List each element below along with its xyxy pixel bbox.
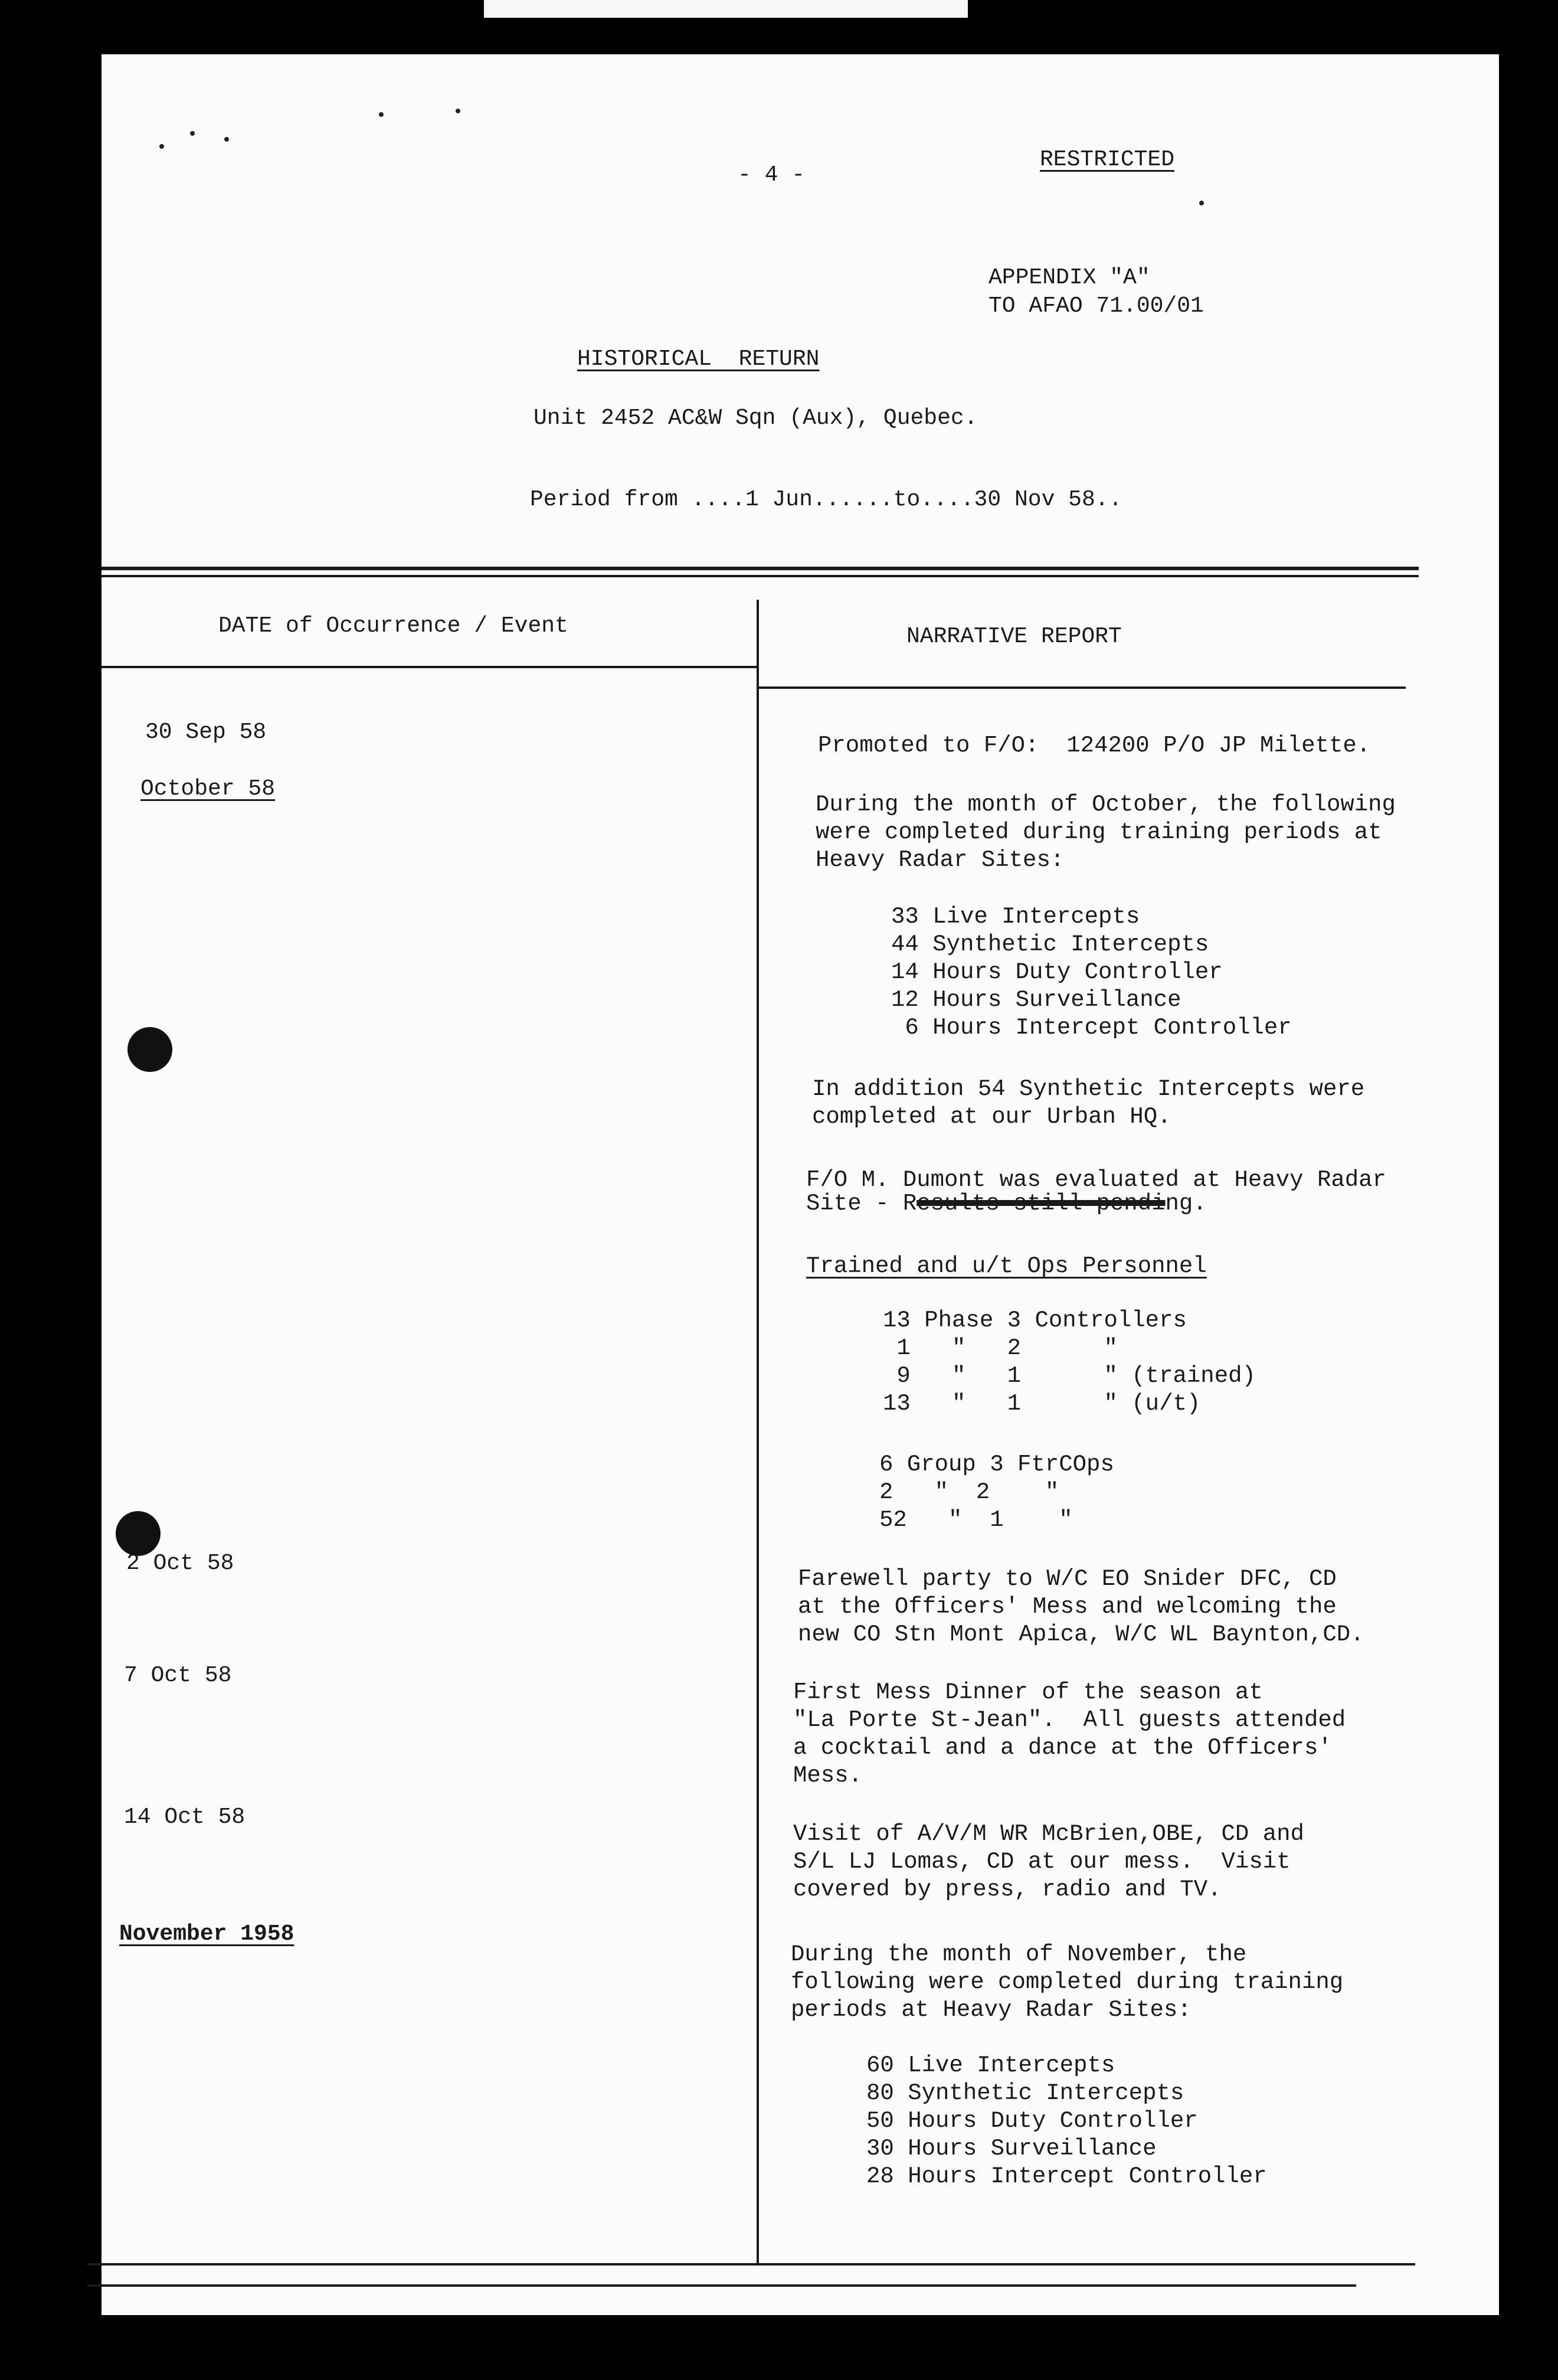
left-column-heading: DATE of Occurrence / Event xyxy=(218,613,568,639)
period-prefix: Period from .... xyxy=(530,487,745,512)
bottom-rule xyxy=(87,2263,1415,2265)
speck xyxy=(190,131,195,136)
period-suffix: .. xyxy=(1095,487,1122,512)
narrative-november-stats: 60 Live Intercepts 80 Synthetic Intercepts 50 Hours Duty Controller 30 Hours Surveillance 28 Hours Intercept Controller xyxy=(866,2052,1267,2189)
appendix-line-1: APPENDIX "A" xyxy=(989,265,1150,290)
narrative-visit: Visit of A/V/M WR McBrien,OBE, CD and S/L LJ Lomas, CD at our mess. Visit covered by press, radio and TV. xyxy=(793,1821,1304,1902)
speck xyxy=(159,144,164,149)
left-header-rule xyxy=(102,666,757,668)
date-entry: 7 Oct 58 xyxy=(124,1663,232,1688)
narrative-october-intro: During the month of October, the following were completed during training periods at Heavy Radar Sites: xyxy=(816,792,1396,873)
appendix-line-2: TO AFAO 71.00/01 xyxy=(989,293,1204,319)
speck xyxy=(224,137,229,142)
column-divider xyxy=(757,600,759,2263)
right-header-rule xyxy=(757,686,1406,689)
narrative-promotion: Promoted to F/O: 124200 P/O JP Milette. xyxy=(818,733,1371,759)
page-number: - 4 - xyxy=(738,162,806,188)
date-entry: October 58 xyxy=(140,776,276,802)
document-page xyxy=(102,54,1499,2315)
top-paper-edge xyxy=(484,0,968,18)
double-rule-top xyxy=(102,567,1419,570)
period-line xyxy=(530,486,1122,514)
narrative-dumont-result xyxy=(806,1190,1207,1218)
struck-text: esults still pendi xyxy=(917,1191,1166,1217)
narrative-farewell: Farewell party to W/C EO Snider DFC, CD at the Officers' Mess and welcoming the new CO Stn Mont Apica, W/C WL Baynton,CD. xyxy=(798,1566,1364,1647)
speck xyxy=(379,112,384,117)
period-mid: ......to.... xyxy=(812,487,974,512)
narrative-october-stats: 33 Live Intercepts 44 Synthetic Intercepts 14 Hours Duty Controller 12 Hours Surveillance 6 Hours Intercept Controller xyxy=(891,904,1292,1041)
date-entry: 14 Oct 58 xyxy=(124,1804,246,1830)
controllers-list: 13 Phase 3 Controllers 1 " 2 " 9 " 1 " (trained) 13 " 1 " (u/t) xyxy=(883,1307,1256,1417)
double-rule-bottom xyxy=(102,575,1419,577)
narrative-dumont: F/O M. Dumont was evaluated at Heavy Radar xyxy=(806,1167,1386,1193)
trained-heading: Trained and u/t Ops Personnel xyxy=(806,1253,1207,1279)
dumont-suffix: ng. xyxy=(1165,1191,1207,1217)
classification-label: RESTRICTED xyxy=(1040,147,1175,172)
unit-line: Unit 2452 AC&W Sqn (Aux), Quebec. xyxy=(533,406,978,431)
ftrcops-list: 6 Group 3 FtrCOps 2 " 2 " 52 " 1 " xyxy=(879,1451,1114,1533)
date-entry: 30 Sep 58 xyxy=(145,720,267,745)
dumont-prefix: Site - R xyxy=(806,1191,917,1217)
date-entry: 2 Oct 58 xyxy=(126,1551,234,1576)
period-to: 30 Nov 58 xyxy=(974,487,1095,512)
punch-hole xyxy=(127,1027,172,1072)
speck xyxy=(456,109,460,113)
narrative-urban-hq: In addition 54 Synthetic Intercepts were completed at our Urban HQ. xyxy=(812,1076,1365,1130)
period-from: 1 Jun xyxy=(745,487,813,512)
right-column-heading: NARRATIVE REPORT xyxy=(906,624,1122,649)
punch-hole xyxy=(116,1511,161,1556)
speck xyxy=(1199,201,1204,205)
narrative-november-intro: During the month of November, the following were completed during training periods at Heavy Radar Sites: xyxy=(791,1941,1344,2023)
date-entry: November 1958 xyxy=(119,1921,294,1947)
bottom-rule-2 xyxy=(87,2284,1356,2287)
narrative-mess-dinner: First Mess Dinner of the season at "La Porte St-Jean". All guests attended a cocktail and a dance at the Officers' Mess. xyxy=(793,1679,1346,1789)
document-title: HISTORICAL RETURN xyxy=(577,346,820,372)
